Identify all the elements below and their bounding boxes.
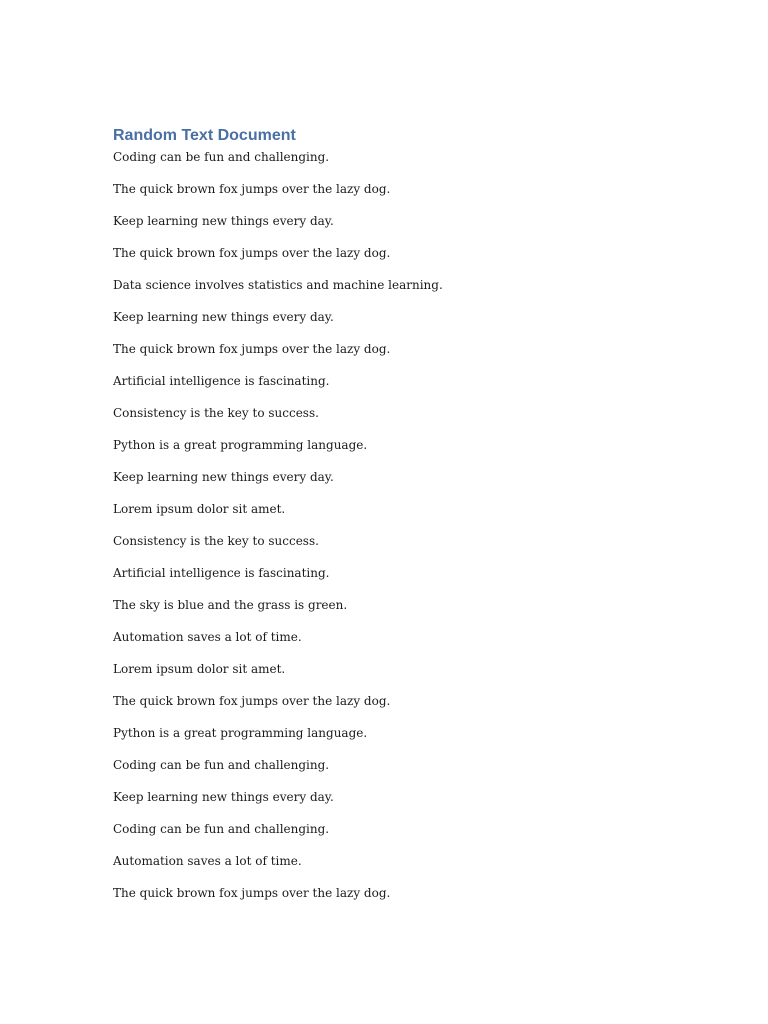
paragraph: Lorem ipsum dolor sit amet.: [113, 662, 286, 676]
paragraph: Python is a great programming language.: [113, 438, 368, 452]
paragraph: Consistency is the key to success.: [113, 406, 319, 420]
paragraph: Python is a great programming language.: [113, 726, 368, 740]
document-body: [113, 125, 673, 915]
paragraph: Keep learning new things every day.: [113, 470, 334, 484]
paragraph: Keep learning new things every day.: [113, 310, 334, 324]
paragraph: The quick brown fox jumps over the lazy dog.: [113, 694, 391, 708]
paragraph: The quick brown fox jumps over the lazy dog.: [113, 246, 391, 260]
paragraph: Coding can be fun and challenging.: [113, 758, 330, 772]
paragraph: The quick brown fox jumps over the lazy dog.: [113, 342, 391, 356]
paragraph: The quick brown fox jumps over the lazy dog.: [113, 182, 391, 196]
document-title: Random Text Document: [113, 127, 296, 144]
paragraph: Automation saves a lot of time.: [113, 854, 302, 868]
paragraph: Coding can be fun and challenging.: [113, 150, 330, 164]
paragraph-list: [113, 147, 673, 915]
paragraph: Keep learning new things every day.: [113, 790, 334, 804]
paragraph: Lorem ipsum dolor sit amet.: [113, 502, 286, 516]
paragraph: Coding can be fun and challenging.: [113, 822, 330, 836]
paragraph: Data science involves statistics and machine learning.: [113, 278, 443, 292]
paragraph: The sky is blue and the grass is green.: [113, 598, 348, 612]
paragraph: Artificial intelligence is fascinating.: [113, 566, 330, 580]
paragraph: Consistency is the key to success.: [113, 534, 319, 548]
paragraph: Artificial intelligence is fascinating.: [113, 374, 330, 388]
paragraph: Automation saves a lot of time.: [113, 630, 302, 644]
paragraph: Keep learning new things every day.: [113, 214, 334, 228]
paragraph: The quick brown fox jumps over the lazy dog.: [113, 886, 391, 900]
